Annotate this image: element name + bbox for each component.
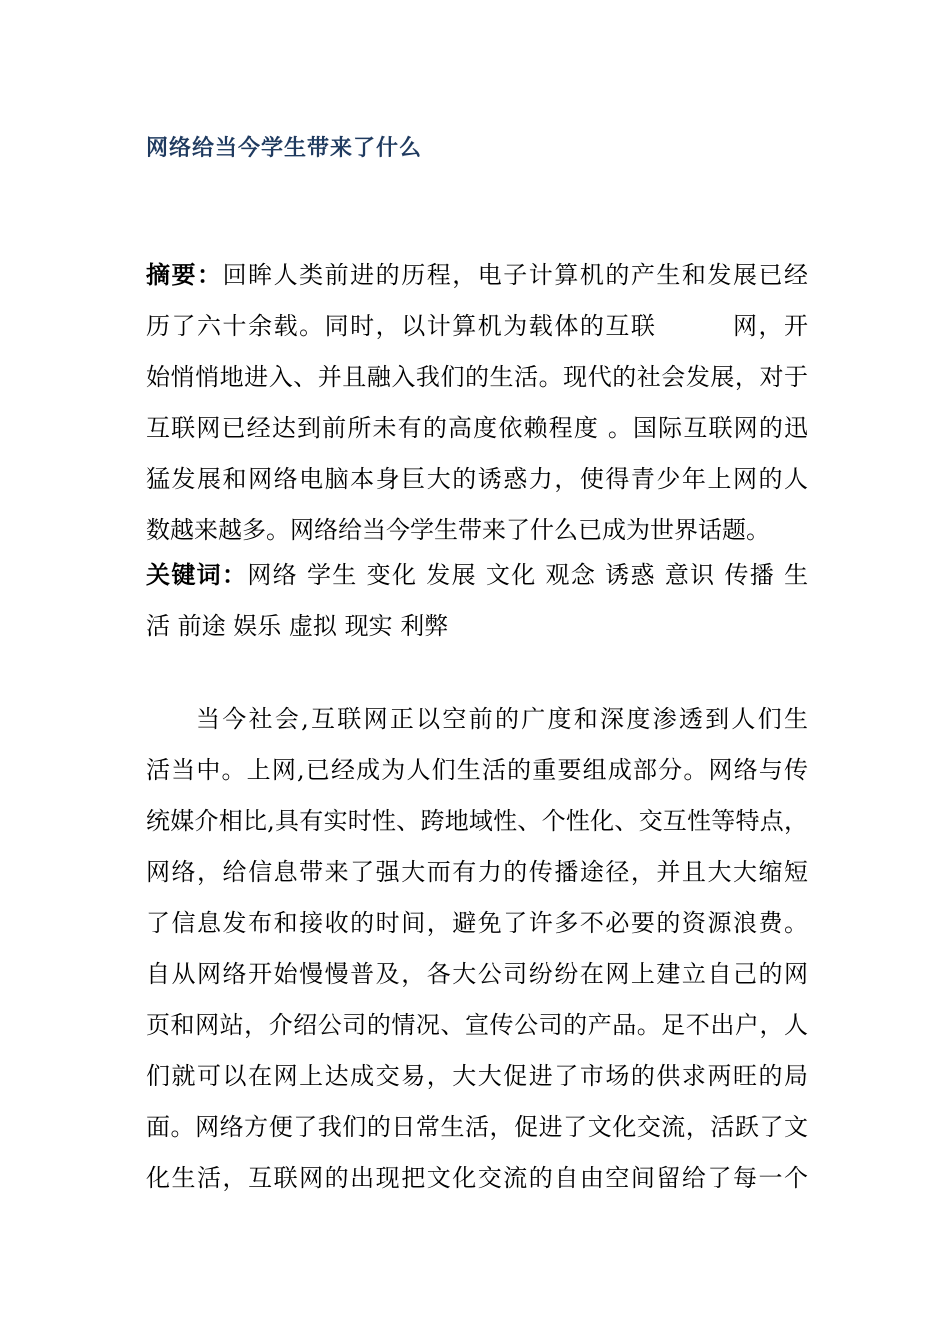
document-title: 网络给当今学生带来了什么 bbox=[146, 136, 423, 161]
keyword: 发展 bbox=[426, 561, 477, 589]
keyword: 娱乐 bbox=[233, 612, 282, 640]
abstract-label: 摘要： bbox=[146, 261, 223, 289]
keyword: 利弊 bbox=[400, 612, 449, 640]
keyword: 传播 bbox=[724, 561, 776, 589]
abstract-line: 历了六十余载。同时，以计算机为载体的互联 网，开 bbox=[146, 312, 808, 340]
keyword: 文化 bbox=[485, 561, 537, 589]
keyword: 变化 bbox=[366, 561, 418, 589]
keyword: 虚拟 bbox=[288, 612, 337, 640]
body-paragraph bbox=[146, 694, 808, 1204]
body-line: 页和网站，介绍公司的情况、宣传公司的产品。足不出户，人 bbox=[146, 1011, 808, 1039]
body-line: 化生活，互联网的出现把文化交流的自由空间留给了每一个 bbox=[146, 1164, 808, 1192]
keywords-label: 关键词： bbox=[146, 561, 248, 589]
keyword: 意识 bbox=[664, 561, 716, 589]
keywords-line bbox=[146, 601, 808, 652]
body-line: 当今社会,互联网正以空前的广度和深度渗透到人们生 bbox=[196, 705, 808, 733]
body-line: 网络，给信息带来了强大而有力的传播途径，并且大大缩短 bbox=[146, 858, 808, 886]
body-line: 活当中。上网,已经成为人们生活的重要组成部分。网络与传 bbox=[146, 756, 808, 784]
keyword: 学生 bbox=[306, 561, 358, 589]
keyword: 网络 bbox=[247, 561, 298, 589]
body-line: 了信息发布和接收的时间，避免了许多不必要的资源浪费。 bbox=[146, 909, 808, 937]
keywords-line bbox=[146, 550, 808, 601]
body-line: 们就可以在网上达成交易，大大促进了市场的供求两旺的局 bbox=[146, 1062, 808, 1090]
keyword: 现实 bbox=[344, 612, 393, 640]
abstract-line: 始悄悄地进入、并且融入我们的生活。现代的社会发展，对于 bbox=[146, 363, 808, 391]
keyword: 观念 bbox=[545, 561, 597, 589]
abstract-line: 摘要：回眸人类前进的历程，电子计算机的产生和发展已经 bbox=[146, 261, 809, 289]
keyword: 生 bbox=[784, 561, 809, 589]
body-line: 自从网络开始慢慢普及，各大公司纷纷在网上建立自己的网 bbox=[146, 960, 808, 988]
keyword: 前途 bbox=[177, 612, 226, 640]
keyword: 活 bbox=[146, 612, 170, 640]
abstract-section bbox=[146, 250, 808, 556]
keyword: 诱惑 bbox=[605, 561, 656, 589]
abstract-line: 互联网已经达到前所未有的高度依赖程度 。国际互联网的迅 bbox=[146, 414, 808, 442]
body-line: 统媒介相比,具有实时性、跨地域性、个性化、交互性等特点， bbox=[146, 807, 808, 835]
abstract-line: 数越来越多。网络给当今学生带来了什么已成为世界话题。 bbox=[146, 516, 770, 544]
keywords-section bbox=[146, 550, 808, 652]
abstract-line: 猛发展和网络电脑本身巨大的诱惑力，使得青少年上网的人 bbox=[146, 465, 808, 493]
body-line: 面。网络方便了我们的日常生活，促进了文化交流，活跃了文 bbox=[146, 1113, 808, 1141]
